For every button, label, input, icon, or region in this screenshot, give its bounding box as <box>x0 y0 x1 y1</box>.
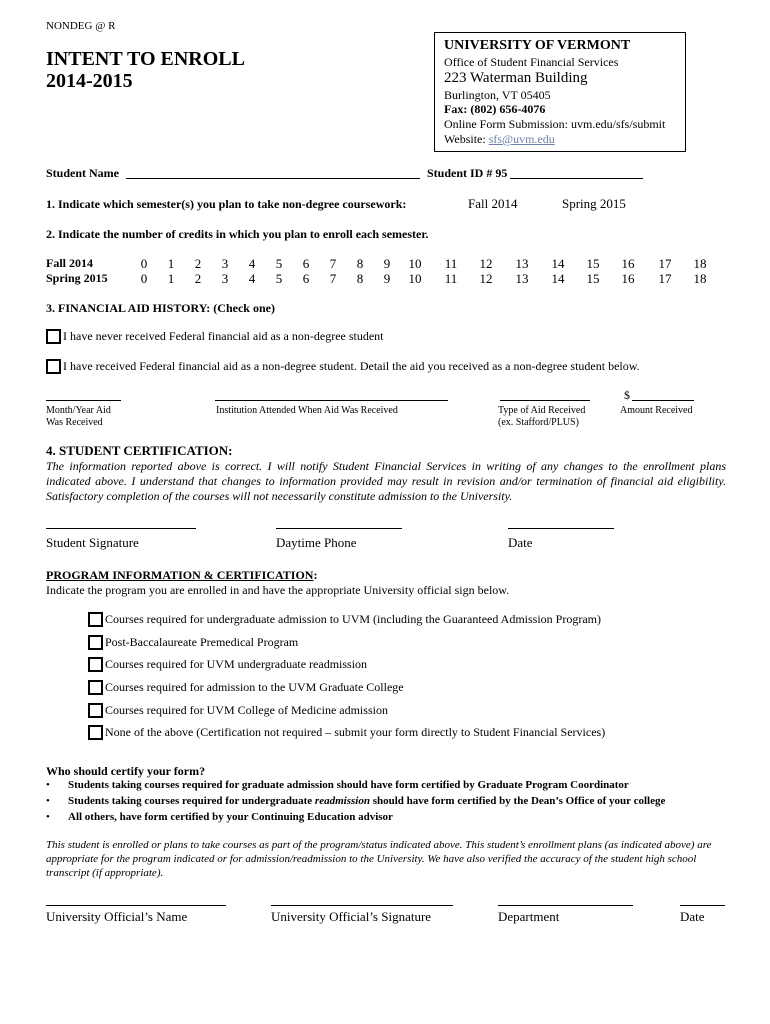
credit-option-fall[interactable]: 14 <box>551 256 565 271</box>
credit-option-fall[interactable]: 7 <box>329 256 337 271</box>
fax-number: Fax: (802) 656-4076 <box>444 102 546 116</box>
credit-option-spring[interactable]: 4 <box>248 271 256 286</box>
date-label: Date <box>508 535 533 550</box>
credit-option-spring[interactable]: 7 <box>329 271 337 286</box>
who-heading: Who should certify your form? <box>46 764 206 778</box>
credit-option-fall[interactable]: 18 <box>693 256 707 271</box>
col-institution-label: Institution Attended When Aid Was Received <box>216 405 398 416</box>
semester-fall-2014[interactable]: Fall 2014 <box>468 196 518 211</box>
aid-type-field[interactable] <box>500 400 590 401</box>
program-option-checkbox[interactable] <box>88 657 103 672</box>
credit-option-fall[interactable]: 15 <box>586 256 600 271</box>
col-month-year-label-2: Was Received <box>46 417 103 428</box>
credit-option-fall[interactable]: 13 <box>515 256 529 271</box>
credit-option-fall[interactable]: 11 <box>444 256 458 271</box>
credit-option-spring[interactable]: 16 <box>621 271 635 286</box>
credits-row-fall-label: Fall 2014 <box>46 256 93 270</box>
official-date-label: Date <box>680 909 705 924</box>
credit-option-fall[interactable]: 2 <box>194 256 202 271</box>
online-submission: Online Form Submission: uvm.edu/sfs/submit <box>444 117 666 131</box>
credit-option-spring[interactable]: 6 <box>302 271 310 286</box>
official-name-label: University Official’s Name <box>46 909 188 924</box>
credit-option-fall[interactable]: 1 <box>167 256 175 271</box>
student-id-label: Student ID # 95 <box>427 166 508 180</box>
dollar-sign: $ <box>624 388 630 402</box>
cert-text: The information reported above is correct. I will notify Student Financial Services in writing of any changes to the enrollment plans indicated above. I understand that changes to information provided may result in revision and/or termination of financial aid eligibility. Satisfactory completion of the courses will not necessarily constitute admission to the University. <box>46 459 726 503</box>
aid-never-label: I have never received Federal financial aid as a non-degree student <box>63 329 384 343</box>
who-bullet-2 <box>68 795 665 807</box>
aid-institution-field[interactable] <box>215 400 448 401</box>
bullet-icon: • <box>46 795 50 807</box>
program-option-checkbox[interactable] <box>88 703 103 718</box>
credit-option-fall[interactable]: 3 <box>221 256 229 271</box>
credit-option-fall[interactable]: 12 <box>479 256 493 271</box>
credit-option-fall[interactable]: 0 <box>140 256 148 271</box>
credit-option-spring[interactable]: 0 <box>140 271 148 286</box>
credit-option-fall[interactable]: 10 <box>408 256 422 271</box>
col-month-year-label: Month/Year Aid <box>46 405 111 416</box>
program-option-checkbox[interactable] <box>88 612 103 627</box>
credit-option-fall[interactable]: 16 <box>621 256 635 271</box>
department-field[interactable] <box>498 905 633 906</box>
program-option-label: Courses required for undergraduate admission to UVM (including the Guaranteed Admission Program) <box>105 612 602 626</box>
credit-option-fall[interactable]: 8 <box>356 256 364 271</box>
building-address: 223 Waterman Building <box>444 70 588 86</box>
credit-option-spring[interactable]: 8 <box>356 271 364 286</box>
aid-month-year-field[interactable] <box>46 400 121 401</box>
credit-option-spring[interactable]: 13 <box>515 271 529 286</box>
q1-text: 1. Indicate which semester(s) you plan to take non-degree coursework: <box>46 197 407 211</box>
bullet-icon: • <box>46 779 50 791</box>
student-signature-label: Student Signature <box>46 535 139 550</box>
credit-option-fall[interactable]: 4 <box>248 256 256 271</box>
program-option-label: Courses required for admission to the UVM Graduate College <box>105 680 404 694</box>
credit-option-spring[interactable]: 14 <box>551 271 565 286</box>
who-bullet-2-em: readmission <box>314 795 370 807</box>
student-id-field[interactable] <box>510 178 643 179</box>
who-bullet-2-post: should have form certified by the Dean’s Office of your college <box>369 795 666 807</box>
credit-option-spring[interactable]: 2 <box>194 271 202 286</box>
credit-option-spring[interactable]: 10 <box>408 271 422 286</box>
program-heading <box>46 568 317 583</box>
semester-spring-2015[interactable]: Spring 2015 <box>562 196 626 211</box>
credit-option-fall[interactable]: 5 <box>275 256 283 271</box>
col-amount-label: Amount Received <box>620 405 693 416</box>
credit-option-spring[interactable]: 15 <box>586 271 600 286</box>
student-name-label: Student Name <box>46 166 120 180</box>
cert-heading: 4. STUDENT CERTIFICATION: <box>46 443 233 458</box>
website-link[interactable]: sfs@uvm.edu <box>488 132 555 146</box>
form-title: INTENT TO ENROLL <box>46 48 245 70</box>
university-name: UNIVERSITY OF VERMONT <box>444 38 631 53</box>
official-signature-label: University Official’s Signature <box>271 909 432 924</box>
city-address: Burlington, VT 05405 <box>444 88 551 102</box>
official-name-field[interactable] <box>46 905 226 906</box>
aid-never-checkbox[interactable] <box>46 329 61 344</box>
aid-received-label: I have received Federal financial aid as a non-degree student. Detail the aid you received as a non-degree student below. <box>63 359 640 373</box>
form-code: NONDEG @ R <box>46 20 116 32</box>
website-label: Website: <box>444 132 489 146</box>
credit-option-spring[interactable]: 11 <box>444 271 458 286</box>
official-text: This student is enrolled or plans to take courses as part of the program/status indicated above. This student’s enrollment plans (as indicated above) are appropriate for the program indicated or for admission/readmission to the University. We have also verified the accuracy of the student high school transcript (if appropriate). <box>46 839 712 879</box>
col-type-label: Type of Aid Received <box>498 405 586 416</box>
program-option-checkbox[interactable] <box>88 680 103 695</box>
aid-amount-field[interactable] <box>632 400 694 401</box>
program-heading-text: PROGRAM INFORMATION & CERTIFICATION <box>46 568 314 582</box>
credit-option-fall[interactable]: 17 <box>658 256 672 271</box>
credit-option-spring[interactable]: 3 <box>221 271 229 286</box>
credit-option-spring[interactable]: 5 <box>275 271 283 286</box>
department-label: Department <box>498 909 560 924</box>
program-option-label: Courses required for UVM College of Medicine admission <box>105 703 388 717</box>
program-heading-colon: : <box>313 568 318 582</box>
form-year: 2014-2015 <box>46 70 133 92</box>
student-name-field[interactable] <box>126 178 420 179</box>
official-date-field[interactable] <box>680 905 725 906</box>
program-option-label: Post-Baccalaureate Premedical Program <box>105 635 299 649</box>
credits-row-spring-label: Spring 2015 <box>46 271 108 285</box>
student-signature-field[interactable] <box>46 528 196 529</box>
office-name: Office of Student Financial Services <box>444 55 619 69</box>
credit-option-spring[interactable]: 12 <box>479 271 493 286</box>
program-option-label: Courses required for UVM undergraduate readmission <box>105 657 368 671</box>
q2-text: 2. Indicate the number of credits in which you plan to enroll each semester. <box>46 227 429 241</box>
date-field[interactable] <box>508 528 614 529</box>
bullet-icon: • <box>46 811 50 823</box>
credit-option-spring[interactable]: 17 <box>658 271 672 286</box>
credit-option-fall[interactable]: 9 <box>383 256 391 271</box>
who-bullet-1: Students taking courses required for graduate admission should have form certified by Graduate Program Coordinator <box>68 779 629 791</box>
program-option-label: None of the above (Certification not required – submit your form directly to Student Financial Services) <box>105 725 606 739</box>
credit-option-spring[interactable]: 9 <box>383 271 391 286</box>
website-line <box>444 132 555 147</box>
who-bullet-2-pre: Students taking courses required for undergraduate <box>68 795 315 807</box>
col-type-example: (ex. Stafford/PLUS) <box>498 417 579 428</box>
program-option-checkbox[interactable] <box>88 635 103 650</box>
daytime-phone-label: Daytime Phone <box>276 535 357 550</box>
program-instruction: Indicate the program you are enrolled in and have the appropriate University official sign below. <box>46 583 510 597</box>
official-signature-field[interactable] <box>271 905 453 906</box>
daytime-phone-field[interactable] <box>276 528 402 529</box>
credit-option-fall[interactable]: 6 <box>302 256 310 271</box>
aid-received-checkbox[interactable] <box>46 359 61 374</box>
credit-option-spring[interactable]: 18 <box>693 271 707 286</box>
credit-option-spring[interactable]: 1 <box>167 271 175 286</box>
program-option-checkbox[interactable] <box>88 725 103 740</box>
who-bullet-3: All others, have form certified by your Continuing Education advisor <box>68 811 393 823</box>
q3-text: 3. FINANCIAL AID HISTORY: (Check one) <box>46 301 275 315</box>
